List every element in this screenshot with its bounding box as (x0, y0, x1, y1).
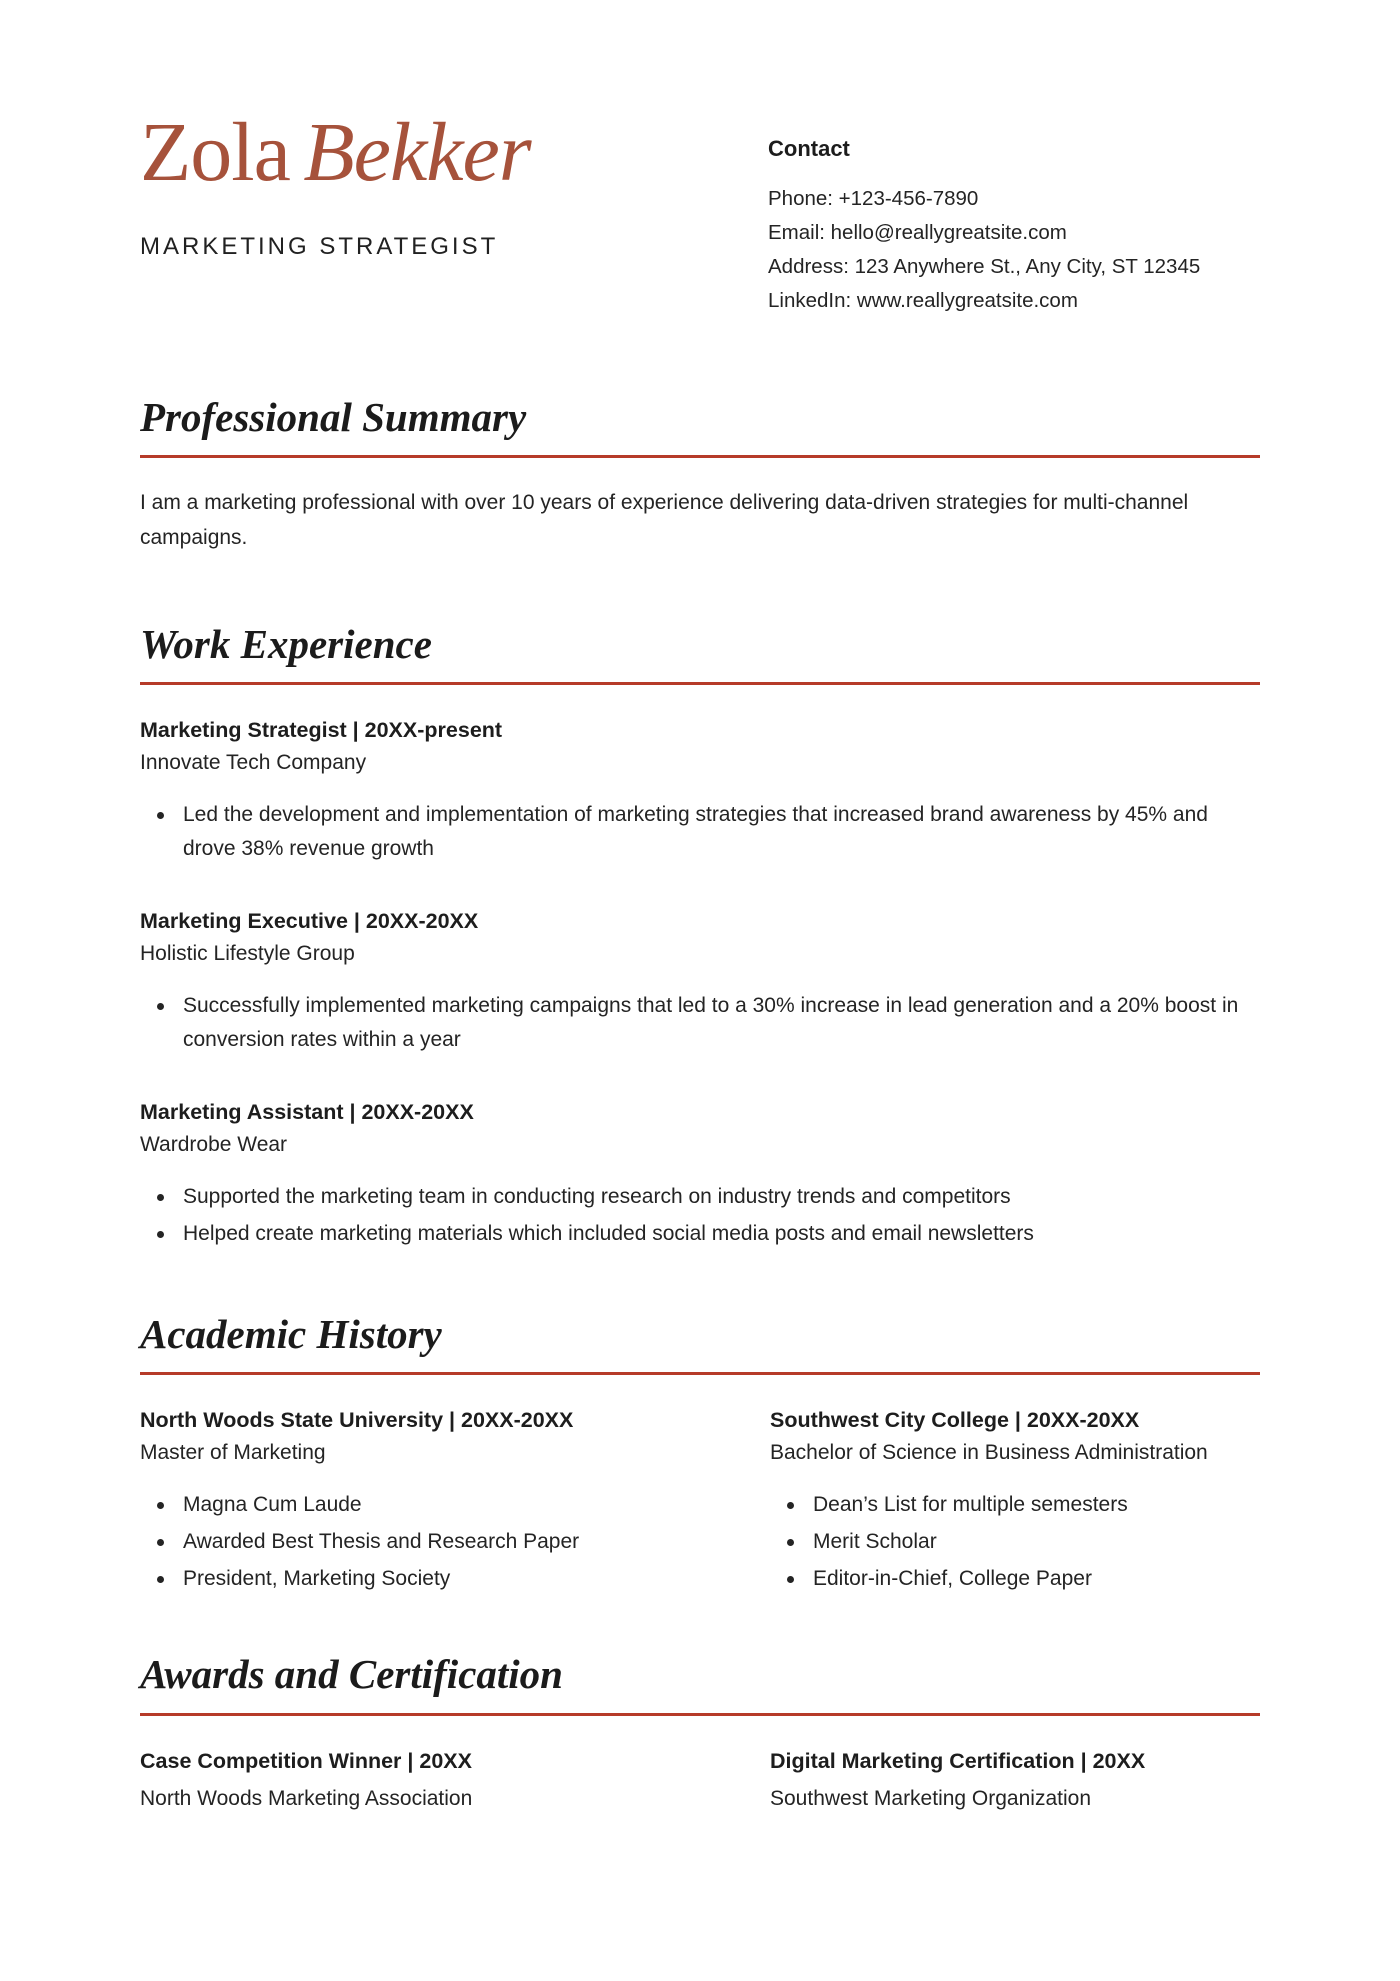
school-bullet: President, Marketing Society (183, 1562, 630, 1596)
section-divider (140, 455, 1260, 458)
school-entry (140, 1407, 630, 1599)
award-organization: North Woods Marketing Association (140, 1786, 473, 1810)
job-bullet: Led the development and implementation of marketing strategies that increased brand awareness by 45% and drove 38% revenue growth (183, 798, 1260, 866)
academic-heading: Academic History (140, 1311, 442, 1358)
job-title: Marketing Strategist | 20XX-present (140, 718, 503, 743)
school-degree: Master of Marketing (140, 1441, 326, 1465)
job-entry (140, 908, 1260, 1057)
award-organization: Southwest Marketing Organization (770, 1786, 1091, 1810)
summary-section (140, 394, 1260, 555)
school-bullet: Magna Cum Laude (183, 1488, 630, 1522)
last-name: Bekker (303, 106, 531, 199)
work-experience-section (140, 621, 1260, 1251)
academic-columns (140, 1407, 1260, 1599)
section-divider (140, 1713, 1260, 1716)
job-bullet: Helped create marketing materials which included social media posts and email newsletters (183, 1217, 1260, 1251)
school-bullet: Dean’s List for multiple semesters (813, 1488, 1260, 1522)
award-title: Digital Marketing Certification | 20XX (770, 1748, 1146, 1773)
job-title: Marketing Executive | 20XX-20XX (140, 909, 479, 934)
job-title: Marketing Assistant | 20XX-20XX (140, 1100, 474, 1125)
contact-heading: Contact (768, 136, 850, 161)
contact-lines (768, 182, 1260, 318)
section-divider (140, 1372, 1260, 1375)
job-entry (140, 717, 1260, 866)
summary-text: I am a marketing professional with over 10 years of experience delivering data-driven strategies for multi-channel campaigns. (140, 491, 1189, 550)
job-bullets (140, 798, 1260, 866)
job-bullet: Supported the marketing team in conducting research on industry trends and competitors (183, 1180, 1260, 1214)
contact-phone: Phone: +123-456-7890 (768, 187, 979, 210)
person-name (140, 106, 531, 200)
school-bullets (140, 1488, 630, 1596)
contact-email: Email: hello@reallygreatsite.com (768, 221, 1067, 244)
awards-columns (140, 1748, 1260, 1812)
job-bullets (140, 989, 1260, 1057)
role-title: MARKETING STRATEGIST (140, 233, 499, 261)
job-bullets (140, 1180, 1260, 1251)
school-title: Southwest City College | 20XX-20XX (770, 1408, 1140, 1433)
section-divider (140, 682, 1260, 685)
school-degree: Bachelor of Science in Business Administration (770, 1441, 1208, 1465)
header (140, 106, 1260, 318)
first-name: Zola (140, 106, 290, 199)
school-title: North Woods State University | 20XX-20XX (140, 1408, 574, 1433)
award-title: Case Competition Winner | 20XX (140, 1748, 472, 1773)
contact-block (768, 136, 1260, 318)
school-entry (770, 1407, 1260, 1599)
summary-heading: Professional Summary (140, 394, 527, 440)
contact-linkedin: LinkedIn: www.reallygreatsite.com (768, 289, 1078, 312)
contact-address: Address: 123 Anywhere St., Any City, ST 12345 (768, 255, 1201, 278)
school-bullet: Awarded Best Thesis and Research Paper (183, 1525, 630, 1559)
job-company: Innovate Tech Company (140, 751, 367, 775)
job-entry (140, 1099, 1260, 1251)
identity-block (140, 106, 531, 261)
job-bullet: Successfully implemented marketing campaigns that led to a 30% increase in lead generation and a 20% boost in conversion rates within a year (183, 989, 1260, 1057)
award-entry (770, 1748, 1260, 1812)
school-bullet: Editor-in-Chief, College Paper (813, 1562, 1260, 1596)
job-company: Wardrobe Wear (140, 1133, 288, 1157)
job-company: Holistic Lifestyle Group (140, 942, 355, 966)
academic-history-section (140, 1311, 1260, 1599)
school-bullets (770, 1488, 1260, 1596)
school-bullet: Merit Scholar (813, 1525, 1260, 1559)
awards-heading: Awards and Certification (140, 1651, 563, 1698)
awards-section (140, 1651, 1260, 1811)
award-entry (140, 1748, 630, 1812)
work-heading: Work Experience (140, 621, 432, 668)
